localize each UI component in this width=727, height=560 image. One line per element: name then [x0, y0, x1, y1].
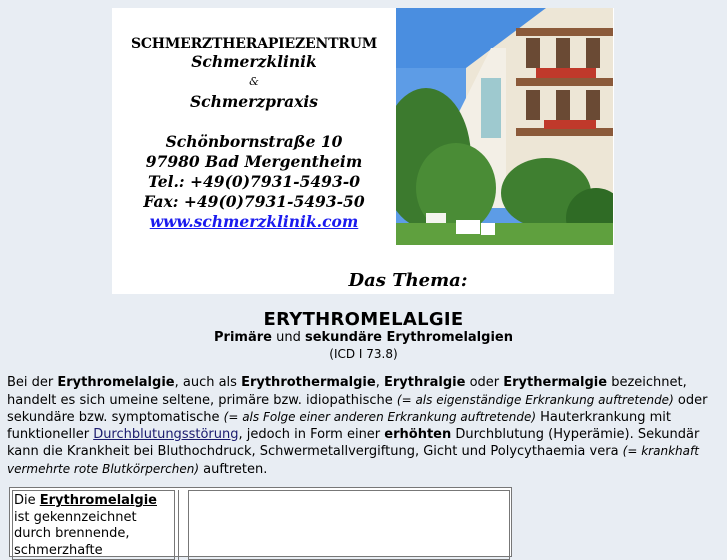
street-address: Schönbornstraße 10: [165, 132, 343, 151]
phone-number: Tel.: +49(0)7931-5493-0: [148, 172, 360, 191]
intro-paragraph: Bei der Erythromelalgie, auch als Erythrothermalgie, Erythralgie oder Erythermalgie bezeichnet, handelt es sich umeine seltene, primäre bzw. idiopathische (= als eigenständige Erkrankung auftretende) oder sekundäre bzw. symptomatische (= als Folge einer anderen Erkrankung auftretende) Hauterkrankung mit funktioneller Durchblutungsstörung, jedoch in Form einer erhöhten Durchblutung (Hyperämie). Sekundär kann die Krankheit bei Bluthochdruck, Schwermetallvergiftung, Gicht und Polycythaemia vera (= krankhaft vermehrte rote Blutkörperchen) auftreten.: [7, 375, 708, 477]
page-subtitle: [0, 330, 727, 345]
clinic-name: Schmerzklinik: [191, 52, 317, 71]
practice-name: Schmerzpraxis: [189, 92, 319, 111]
header-banner: [112, 8, 614, 294]
website-link[interactable]: www.schmerzklinik.com: [149, 212, 359, 231]
term-erhoehten: erhöhten: [384, 426, 452, 442]
note-symptomatic: (= als Folge einer anderen Erkrankung auftretende): [223, 410, 537, 424]
subtitle-primary: Primäre: [214, 330, 272, 345]
term-erythralgie: Erythralgie: [383, 375, 466, 390]
subtitle-secondary: sekundäre Erythromelalgien: [304, 330, 513, 345]
subtitle-conjunction: und: [271, 330, 305, 345]
center-name: SCHMERZTHERAPIEZENTRUM: [130, 36, 378, 52]
link-durchblutungsstoerung[interactable]: Durchblutungsstörung: [93, 426, 239, 442]
icd-code: (ICD I 73.8): [329, 347, 398, 361]
topic-label: Das Thema:: [348, 270, 468, 291]
clinic-building-photo: [396, 8, 613, 245]
term-erythrothermalgie: Erythrothermalgie: [241, 375, 376, 390]
note-idiopathic: (= als eigenständige Erkrankung auftretende): [396, 392, 674, 407]
ampersand: &: [249, 75, 259, 88]
note-polycythaemia: (= krankhaft vermehrte rote Blutkörperchen): [7, 444, 699, 476]
fax-number: Fax: +49(0)7931-5493-50: [143, 192, 365, 211]
table-cell-description: Die Erythromelalgie ist gekennzeichnet durch brennende, schmerzhafte: [12, 490, 175, 560]
link-erythromelalgie[interactable]: Erythromelalgie: [39, 493, 157, 508]
info-table: [9, 487, 512, 557]
table-divider: [178, 490, 182, 560]
table-cell-empty: [188, 490, 510, 560]
term-erythermalgie: Erythermalgie: [503, 375, 608, 390]
term-erythromelalgie: Erythromelalgie: [57, 375, 175, 390]
city-address: 97980 Bad Mergentheim: [145, 152, 363, 171]
clinic-contact-block: [112, 8, 396, 248]
page-title: ERYTHROMELALGIE: [263, 309, 464, 330]
